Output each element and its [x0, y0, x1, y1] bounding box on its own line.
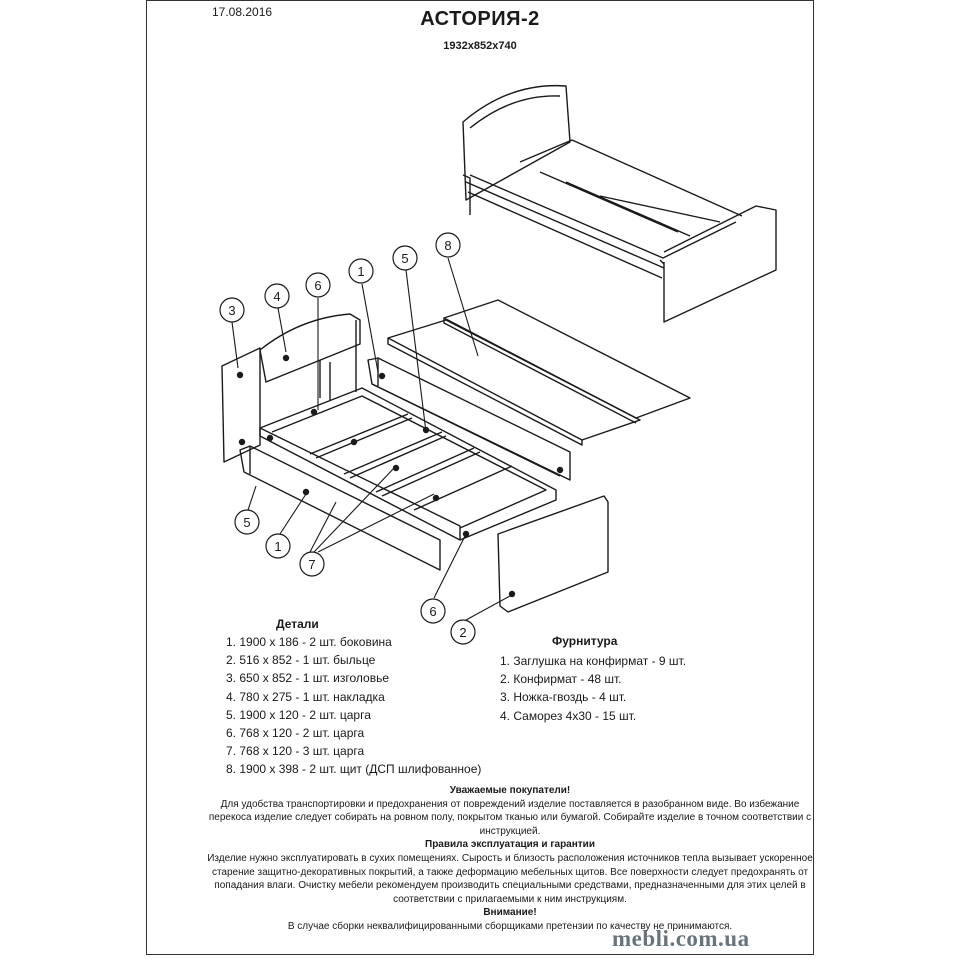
callout-6-bottom — [421, 599, 445, 623]
site-watermark: mebli.com.ua — [612, 926, 750, 951]
hardware-list — [500, 652, 686, 725]
document-date: 17.08.2016 — [212, 5, 273, 19]
svg-text:7: 7 — [308, 557, 316, 572]
attention-heading: Внимание! — [483, 907, 537, 919]
parts-list-item: 8. 1900 х 398 - 2 шт. щит (ДСП шлифованное) — [226, 762, 482, 777]
hardware-list-item: 2. Конфирмат - 48 шт. — [500, 672, 622, 687]
rules-text: Изделие нужно эксплуатировать в сухих помещениях. Сырость и близость расположения источников тепла вызывает ускоренное старение защитно-декоративных покрытий, а также деформацию мебельных щитов. Все поверхности следует предохранять от попадания влаги. Очистку мебели рекомендуем производить специальными средствами, предназначенными для этих целей в соответствии с прилагаемыми к ним инструкциям. — [207, 852, 813, 905]
hardware-list-item: 3. Ножка-гвоздь - 4 шт. — [500, 690, 627, 705]
callout-1-bottom — [266, 534, 290, 558]
parts-list-item: 7. 768 х 120 - 3 шт. царга — [226, 744, 365, 759]
parts-heading: Детали — [276, 617, 319, 631]
svg-text:6: 6 — [314, 278, 322, 293]
callout-6-top — [306, 273, 330, 297]
svg-text:8: 8 — [444, 238, 452, 253]
svg-text:3: 3 — [228, 303, 236, 318]
customers-heading: Уважаемые покупатели! — [449, 785, 571, 796]
customers-text: Для удобства транспортировки и предохранения от повреждений изделие поставляется в разобранном виде. Во избежание перекоса изделие следует собирать на ровном полу, покрытом тканью или бумагой. Собирайте изделие в точном соответствии с инструкцией. — [208, 798, 812, 837]
parts-list-item: 1. 1900 х 186 - 2 шт. боковина — [226, 635, 392, 649]
callout-4 — [265, 284, 289, 308]
hardware-heading: Фурнитура — [552, 634, 618, 648]
parts-list-item: 5. 1900 х 120 - 2 шт. царга — [226, 707, 371, 722]
svg-text:6: 6 — [429, 604, 437, 619]
product-title: АСТОРИЯ-2 — [420, 8, 540, 30]
callout-5-bottom — [235, 510, 259, 534]
svg-text:4: 4 — [273, 289, 281, 304]
parts-list-item: 6. 768 х 120 - 2 шт. царга — [226, 726, 365, 741]
callout-1-top — [349, 259, 373, 283]
parts-list — [226, 633, 481, 779]
product-dimensions: 1932x852x740 — [443, 40, 517, 52]
callout-3 — [220, 298, 244, 322]
svg-text:5: 5 — [243, 515, 251, 530]
parts-list-item: 4. 780 х 275 - 1 шт. накладка — [226, 689, 385, 704]
svg-text:1: 1 — [357, 264, 365, 279]
svg-text:5: 5 — [401, 251, 409, 266]
rules-heading: Правила эксплуатация и гарантии — [425, 839, 595, 851]
hardware-list-item: 1. Заглушка на конфирмат - 9 шт. — [500, 654, 687, 668]
parts-list-item: 2. 516 х 852 - 1 шт. быльце — [226, 653, 376, 668]
parts-list-item: 3. 650 х 852 - 1 шт. изголовье — [226, 671, 390, 686]
callout-7 — [300, 552, 324, 576]
svg-text:1: 1 — [274, 539, 282, 554]
callout-8 — [436, 233, 460, 257]
notes-section — [200, 784, 820, 934]
attention-text: В случае сборки неквалифицированными сборщиками претензии по качеству не принимаются. — [287, 920, 733, 932]
callout-5-top — [393, 246, 417, 270]
hardware-list-item: 4. Саморез 4х30 - 15 шт. — [500, 708, 637, 723]
svg-text:2: 2 — [459, 625, 467, 640]
